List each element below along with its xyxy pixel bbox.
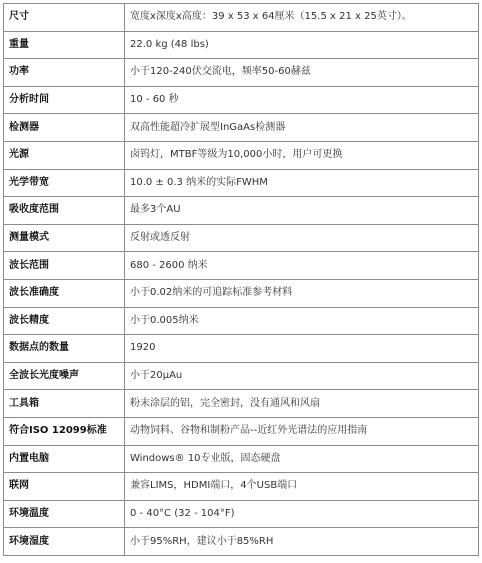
spec-row <box>4 141 479 169</box>
spec-row <box>4 59 479 87</box>
spec-row <box>4 417 479 445</box>
spec-row <box>4 4 479 32</box>
spec-label: 光源 <box>4 141 125 169</box>
spec-label: 内置电脑 <box>4 445 125 473</box>
spec-label: 数据点的数量 <box>4 335 125 363</box>
spec-label: 尺寸 <box>4 4 125 32</box>
spec-value: 兼容LIMS，HDMI端口，4个USB端口 <box>125 473 479 501</box>
spec-table <box>3 3 479 556</box>
spec-label: 符合ISO 12099标准 <box>4 417 125 445</box>
spec-label: 分析时间 <box>4 86 125 114</box>
spec-value: 小于0.02纳米的可追踪标准参考材料 <box>125 279 479 307</box>
spec-value: 10.0 ± 0.3 纳米的实际FWHM <box>125 169 479 197</box>
spec-label: 测量模式 <box>4 224 125 252</box>
spec-value: 反射或透反射 <box>125 224 479 252</box>
spec-label: 波长精度 <box>4 307 125 335</box>
spec-row <box>4 335 479 363</box>
spec-value: 小于0.005纳米 <box>125 307 479 335</box>
spec-row <box>4 114 479 142</box>
spec-value: 小于20μAu <box>125 362 479 390</box>
spec-label: 检测器 <box>4 114 125 142</box>
spec-label: 联网 <box>4 473 125 501</box>
spec-label: 工具箱 <box>4 390 125 418</box>
spec-label: 波长范围 <box>4 252 125 280</box>
spec-label: 环境温度 <box>4 500 125 528</box>
spec-row <box>4 279 479 307</box>
spec-value: 卤钨灯，MTBF等级为10,000小时，用户可更换 <box>125 141 479 169</box>
spec-value: 动物饲料、谷物和制粉产品--近红外光谱法的应用指南 <box>125 417 479 445</box>
spec-value: 1920 <box>125 335 479 363</box>
spec-row <box>4 31 479 59</box>
spec-value: 22.0 kg (48 lbs) <box>125 31 479 59</box>
spec-label: 功率 <box>4 59 125 87</box>
spec-label: 环境湿度 <box>4 528 125 556</box>
spec-row <box>4 252 479 280</box>
spec-label: 全波长光度噪声 <box>4 362 125 390</box>
spec-row <box>4 224 479 252</box>
spec-row <box>4 86 479 114</box>
spec-value: 小于120-240伏交流电，频率50-60赫兹 <box>125 59 479 87</box>
spec-value: Windows® 10专业版，固态硬盘 <box>125 445 479 473</box>
spec-label: 重量 <box>4 31 125 59</box>
spec-row <box>4 528 479 556</box>
spec-label: 波长准确度 <box>4 279 125 307</box>
spec-row <box>4 445 479 473</box>
spec-row <box>4 362 479 390</box>
spec-row <box>4 473 479 501</box>
spec-row <box>4 390 479 418</box>
spec-label: 吸收度范围 <box>4 197 125 225</box>
spec-value: 小于95%RH，建议小于85%RH <box>125 528 479 556</box>
spec-value: 宽度x深度x高度：39 x 53 x 64厘米（15.5 x 21 x 25英寸）。 <box>125 4 479 32</box>
spec-row <box>4 169 479 197</box>
spec-row <box>4 197 479 225</box>
spec-value: 最多3个AU <box>125 197 479 225</box>
spec-row <box>4 500 479 528</box>
spec-table-body <box>4 4 479 556</box>
spec-row <box>4 307 479 335</box>
spec-value: 680 - 2600 纳米 <box>125 252 479 280</box>
spec-label: 光学带宽 <box>4 169 125 197</box>
spec-value: 10 - 60 秒 <box>125 86 479 114</box>
spec-value: 0 - 40°C (32 - 104°F) <box>125 500 479 528</box>
spec-value: 双高性能超冷扩展型InGaAs检测器 <box>125 114 479 142</box>
spec-value: 粉末涂层的铝，完全密封，没有通风和风扇 <box>125 390 479 418</box>
